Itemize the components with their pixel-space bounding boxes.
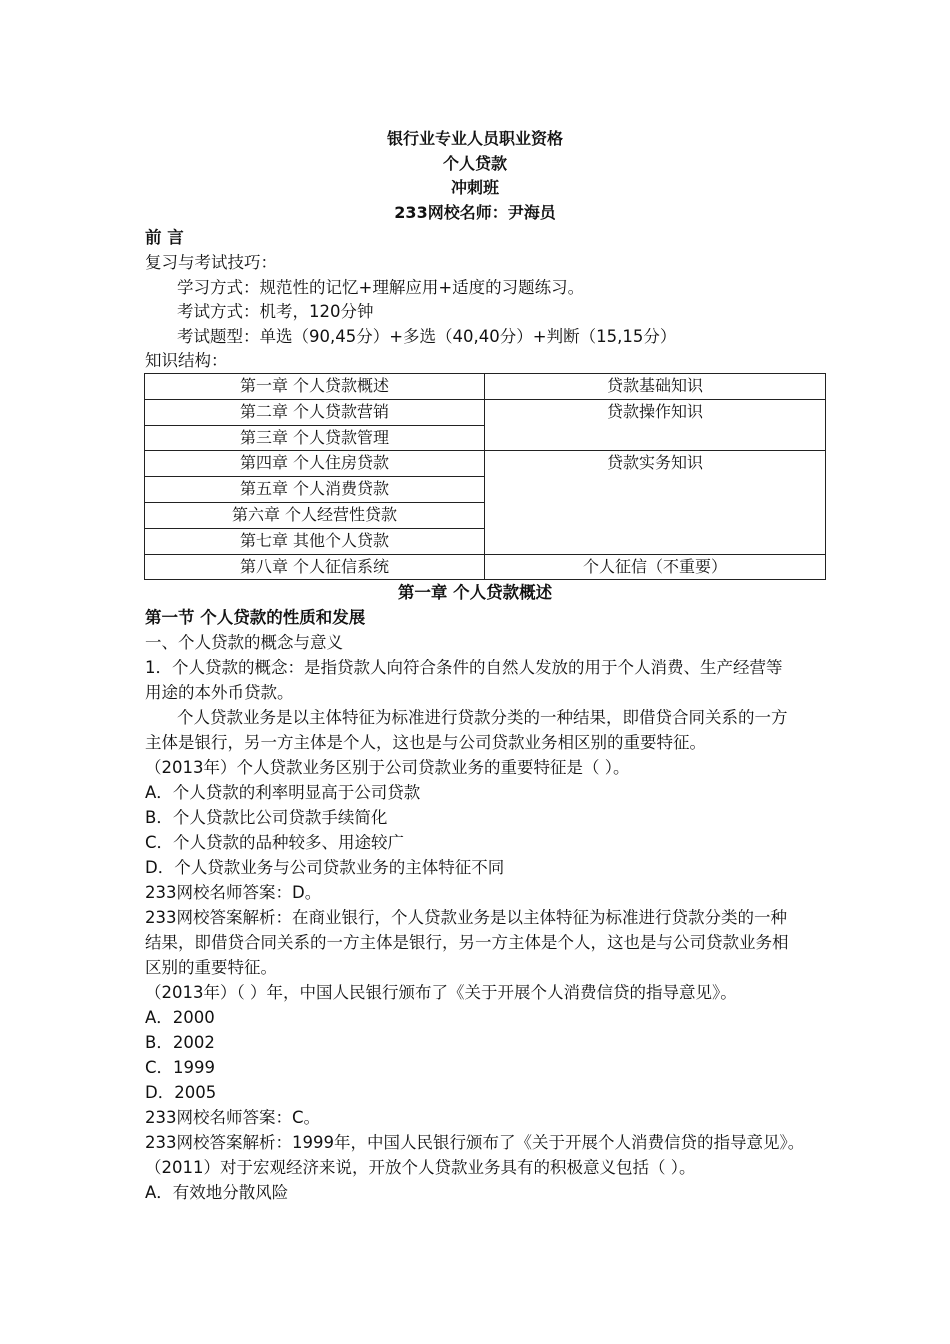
question-option: A．有效地分散风险 [145, 1183, 289, 1202]
chapter-title: 第一章 个人贷款概述 [397, 583, 553, 602]
group-cell: 贷款基础知识 [485, 374, 826, 400]
answer-analysis: 233网校答案解析：在商业银行，个人贷款业务是以主体特征为标准进行贷款分类的一种 [145, 908, 787, 927]
chapter-cell: 第四章 个人住房贷款 [145, 451, 485, 477]
subject-title: 个人贷款 [442, 153, 507, 173]
group-cell: 贷款实务知识 [485, 451, 826, 554]
question-answer: 233网校名师答案：C。 [145, 1108, 321, 1127]
concept-line: 1．个人贷款的概念：是指贷款人向符合条件的自然人发放的用于个人消费、生产经营等 [145, 658, 783, 677]
question-option: B．个人贷款比公司贷款手续简化 [145, 808, 388, 827]
question-option: D．2005 [145, 1083, 217, 1102]
preface-heading: 前 言 [145, 228, 184, 247]
question-option: C．1999 [145, 1058, 216, 1077]
question-answer: 233网校名师答案：D。 [145, 883, 322, 902]
question-option: A．个人贷款的利率明显高于公司贷款 [145, 783, 421, 802]
knowledge-structure-table [144, 373, 826, 580]
class-title: 冲刺班 [450, 178, 499, 197]
question-types: 考试题型：单选（90,45分）+多选（40,40分）+判断（15,15分） [177, 327, 677, 346]
document-title-block [0, 127, 950, 225]
chapter-cell: 第六章 个人经营性贷款 [145, 502, 485, 528]
study-method: 学习方式：规范性的记忆+理解应用+适度的习题练习。 [177, 278, 585, 297]
chapter-cell: 第一章 个人贷款概述 [145, 374, 485, 400]
table-row [145, 374, 826, 400]
chapter-cell: 第七章 其他个人贷款 [145, 528, 485, 554]
paragraph-line: 个人贷款业务是以主体特征为标准进行贷款分类的一种结果，即借贷合同关系的一方 [177, 708, 788, 727]
structure-label: 知识结构： [145, 351, 228, 370]
group-cell: 贷款操作知识 [485, 399, 826, 451]
question-stem: （2013年）（ ）年，中国人民银行颁布了《关于开展个人消费信贷的指导意见》。 [145, 983, 737, 1002]
answer-analysis: 233网校答案解析：1999年，中国人民银行颁布了《关于开展个人消费信贷的指导意见》。 [145, 1133, 805, 1152]
exam-title: 银行业专业人员职业资格 [386, 129, 563, 148]
exam-method: 考试方式：机考，120分钟 [177, 302, 374, 321]
chapter-cell: 第二章 个人贷款营销 [145, 399, 485, 425]
question-stem: （2011）对于宏观经济来说，开放个人贷款业务具有的积极意义包括（ ）。 [145, 1158, 696, 1177]
subsection-title: 一、个人贷款的概念与意义 [145, 633, 343, 652]
chapter-cell: 第五章 个人消费贷款 [145, 477, 485, 503]
tips-label: 复习与考试技巧： [145, 253, 277, 272]
table-row [145, 451, 826, 477]
table-row [145, 554, 826, 580]
question-stem: （2013年）个人贷款业务区别于公司贷款业务的重要特征是（ ）。 [145, 758, 630, 777]
teacher-title: 233网校名师：尹海员 [394, 202, 556, 222]
concept-line: 用途的本外币贷款。 [145, 683, 294, 702]
chapter-cell: 第八章 个人征信系统 [145, 554, 485, 580]
table-row [145, 399, 826, 425]
group-cell: 个人征信（不重要） [485, 554, 826, 580]
answer-analysis: 区别的重要特征。 [145, 958, 277, 977]
question-option: C．个人贷款的品种较多、用途较广 [145, 833, 405, 852]
paragraph-line: 主体是银行，另一方主体是个人，这也是与公司贷款业务相区别的重要特征。 [145, 733, 706, 752]
question-option: B．2002 [145, 1033, 215, 1052]
section-title: 第一节 个人贷款的性质和发展 [145, 608, 366, 627]
question-option: A．2000 [145, 1008, 215, 1027]
chapter-cell: 第三章 个人贷款管理 [145, 425, 485, 451]
answer-analysis: 结果，即借贷合同关系的一方主体是银行，另一方主体是个人，这也是与公司贷款业务相 [145, 933, 789, 952]
question-option: D．个人贷款业务与公司贷款业务的主体特征不同 [145, 858, 505, 877]
